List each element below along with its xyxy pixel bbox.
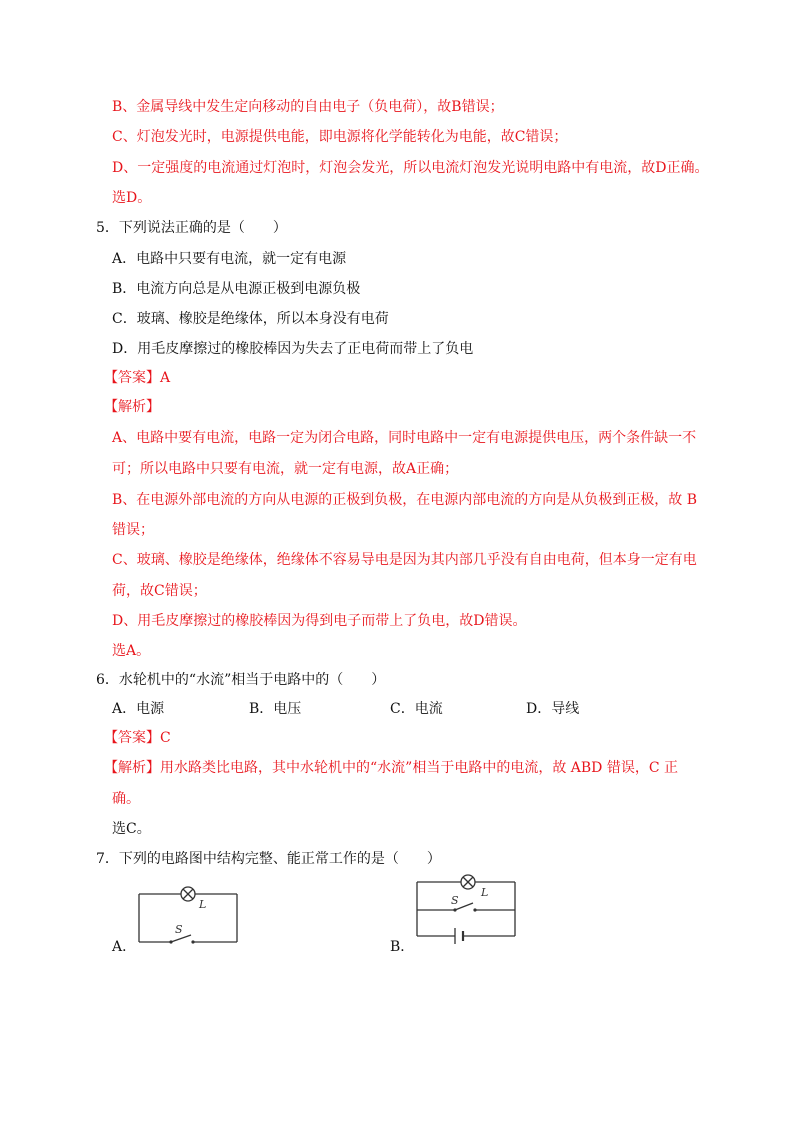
prev-analysis-c: C、灯泡发光时，电源提供电能，即电源将化学能转化为电能，故C错误； <box>112 129 568 145</box>
q5-analysis-line: A、电路中要有电流，电路一定为闭合电路，同时电路中一定有电源提供电压，两个条件缺一不 <box>112 430 697 446</box>
q6-answer: 【答案】C <box>104 730 171 746</box>
q6-choose: 选C。 <box>112 821 151 837</box>
q6-option-d: D．导线 <box>526 701 580 717</box>
circuit-diagram-a <box>135 878 245 948</box>
switch-icon <box>169 935 194 944</box>
q6-option-a: A．电源 <box>112 701 165 717</box>
q5-analysis-line: C、玻璃、橡胶是绝缘体，绝缘体不容易导电是因为其内部几乎没有自由电荷，但本身一定有电 <box>112 552 697 568</box>
q5-analysis-line: B、在电源外部电流的方向从电源的正极到负极，在电源内部电流的方向是从负极到正极，故 B <box>112 492 698 508</box>
q6-option-c: C．电流 <box>390 701 443 717</box>
q6-stem: 6．水轮机中的“水流”相当于电路中的（ ） <box>96 672 386 688</box>
q5-analysis-line: 可；所以电路中只要有电流，就一定有电源，故A正确； <box>112 461 459 477</box>
q5-answer: 【答案】A <box>104 370 171 386</box>
lamp-label: L <box>481 886 489 899</box>
lamp-label: L <box>199 898 207 911</box>
q5-option-c: C．玻璃、橡胶是绝缘体，所以本身没有电荷 <box>112 311 389 327</box>
lamp-icon <box>181 887 195 901</box>
battery-icon <box>455 928 463 944</box>
q5-analysis-line: D、用毛皮摩擦过的橡胶棒因为得到电子而带上了负电，故D错误。 <box>112 613 527 629</box>
prev-analysis-d: D、一定强度的电流通过灯泡时，灯泡会发光，所以电流灯泡发光说明电路中有电流，故D正确。 <box>112 160 709 176</box>
q6-option-b: B．电压 <box>249 701 302 717</box>
q6-analysis-line1: 【解析】用水路类比电路，其中水轮机中的“水流”相当于电路中的电流，故 ABD 错误，C 正 <box>104 760 678 776</box>
q5-choose: 选A。 <box>112 643 151 659</box>
q5-analysis-line: 错误； <box>112 522 154 538</box>
q5-option-a: A．电路中只要有电流，就一定有电源 <box>112 251 347 267</box>
q5-stem: 5．下列说法正确的是（ ） <box>96 220 287 236</box>
lamp-icon <box>461 875 475 889</box>
q5-option-b: B．电流方向总是从电源正极到电源负极 <box>112 281 361 297</box>
prev-analysis-b: B、金属导线中发生定向移动的自由电子（负电荷），故B错误； <box>112 99 504 115</box>
q7-stem: 7．下列的电路图中结构完整、能正常工作的是（ ） <box>96 851 441 867</box>
q6-analysis-line2: 确。 <box>112 791 140 807</box>
circuit-diagram-b <box>413 870 523 950</box>
switch-label: S <box>451 894 459 907</box>
q7-option-a-label: A． <box>112 939 137 955</box>
prev-choose: 选D。 <box>112 190 152 206</box>
q5-analysis-label: 【解析】 <box>104 399 160 415</box>
q5-analysis-line: 荷，故C错误； <box>112 583 207 599</box>
switch-label: S <box>175 923 183 936</box>
q5-option-d: D．用毛皮摩擦过的橡胶棒因为失去了正电荷而带上了负电 <box>112 341 474 357</box>
q7-option-b-label: B． <box>390 939 415 955</box>
